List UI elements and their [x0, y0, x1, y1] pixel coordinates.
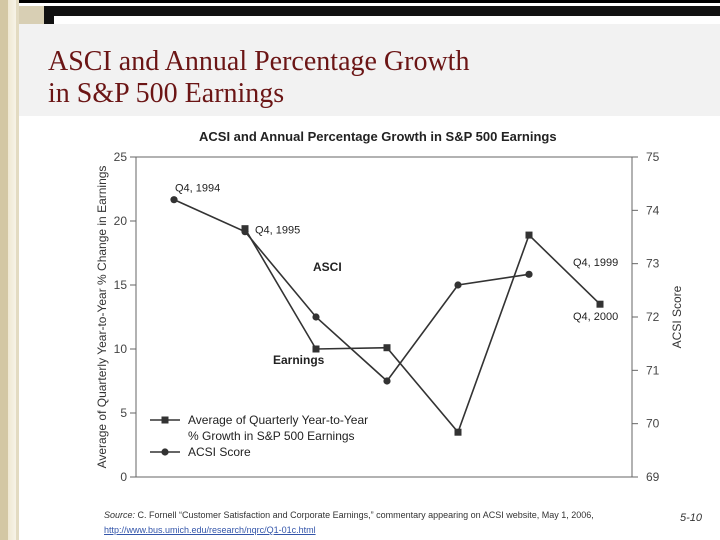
annotation-label: Q4, 2000 [573, 311, 619, 323]
top-band [0, 6, 720, 24]
legend-earnings-marker [162, 417, 169, 424]
y-tick-label: 10 [113, 342, 127, 356]
annotation-label: Q4, 1999 [573, 257, 619, 269]
source-label: Source: [104, 510, 136, 520]
source-url-link[interactable]: http://www.bus.umich.edu/research/nqrc/Q1-01c.html [104, 525, 316, 535]
earnings-data-point [597, 301, 604, 308]
top-stripe [0, 0, 720, 3]
earnings-data-point [384, 344, 391, 351]
slide-number: 5-10 [680, 512, 703, 524]
acsi-series-line [174, 200, 529, 381]
y2-tick-label: 69 [646, 470, 660, 484]
annotation-label: ASCI [313, 260, 342, 274]
earnings-data-point [313, 346, 320, 353]
slide-title-line2: in S&P 500 Earnings [48, 78, 285, 109]
acsi-data-point [525, 271, 532, 278]
y2-axis-label: ACSI Score [670, 285, 684, 349]
acsi-data-point [312, 313, 319, 320]
source-text: C. Fornell “Customer Satisfaction and Corporate Earnings,” commentary appearing on ACSI website, May 1, 2006, [135, 510, 594, 520]
slide-title [48, 46, 608, 110]
legend-acsi-marker [161, 448, 168, 455]
acsi-data-point [170, 196, 177, 203]
slide-title-line1: ASCI and Annual Percentage Growth [48, 46, 470, 77]
earnings-data-point [526, 232, 533, 239]
y-axis-label: Average of Quarterly Year-to-Year % Change in Earnings [95, 165, 109, 469]
legend-earnings-label-line1: Average of Quarterly Year-to-Year [188, 413, 369, 427]
annotation-label: Q4, 1995 [255, 224, 301, 237]
legend-earnings-label-line2: % Growth in S&P 500 Earnings [188, 429, 355, 443]
y2-tick-label: 71 [646, 363, 660, 378]
y2-tick-label: 72 [646, 310, 660, 324]
chart [95, 124, 684, 504]
legend-acsi-label: ACSI Score [188, 445, 251, 459]
earnings-data-point [455, 429, 462, 436]
y-tick-label: 5 [120, 406, 127, 420]
acsi-data-point [454, 281, 461, 288]
left-decor-bar [0, 0, 8, 540]
y-tick-label: 25 [113, 150, 127, 164]
left-decor-bar-light [8, 0, 16, 540]
source-citation [104, 508, 674, 538]
earnings-series-line [245, 229, 600, 433]
acsi-data-point [383, 377, 390, 384]
y-tick-label: 20 [113, 214, 127, 228]
y2-tick-label: 70 [646, 416, 660, 431]
annotation-label: Earnings [273, 353, 325, 367]
chart-title: ACSI and Annual Percentage Growth in S&P 500 Earnings [199, 129, 557, 144]
y2-tick-label: 74 [646, 203, 660, 218]
y2-tick-label: 75 [646, 150, 660, 164]
y-tick-label: 15 [113, 278, 127, 292]
annotation-label: Q4, 1994 [175, 182, 221, 195]
y2-tick-label: 73 [646, 256, 660, 271]
acsi-data-point [241, 228, 248, 235]
chart-panel [95, 124, 684, 504]
y-tick-label: 0 [120, 470, 127, 484]
